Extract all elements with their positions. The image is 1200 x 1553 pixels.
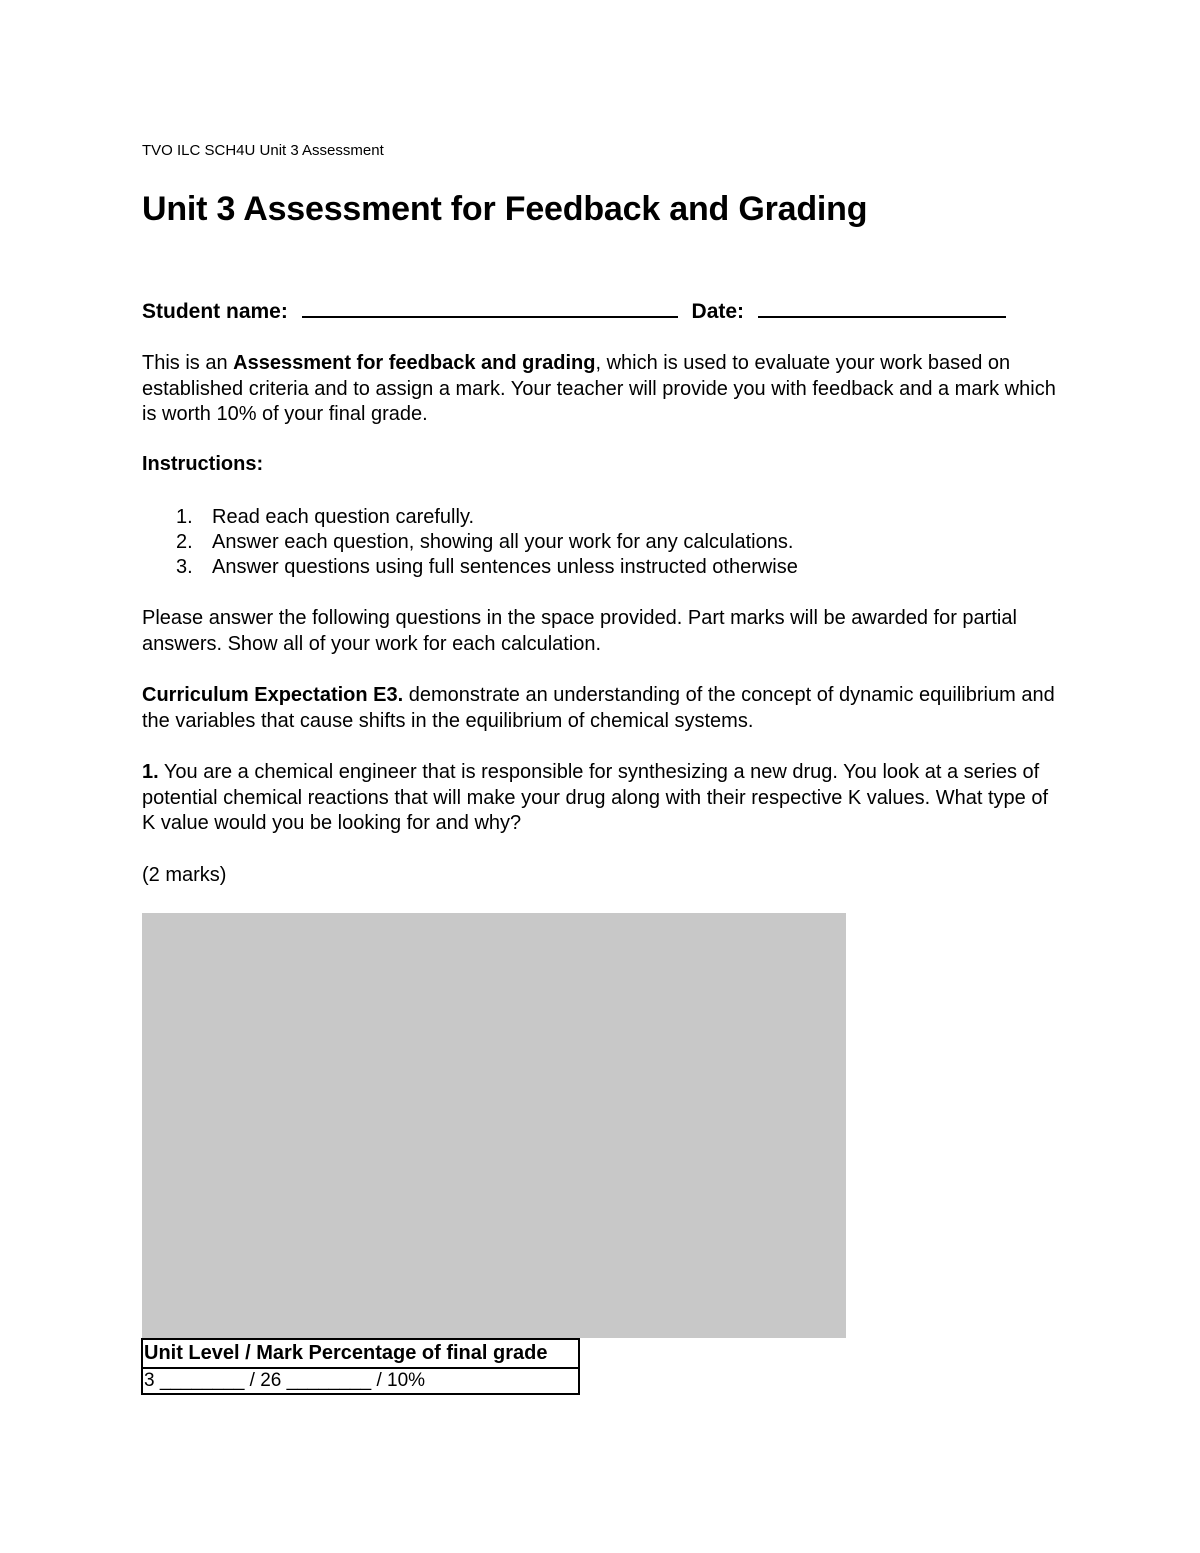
- intro-bold-text: Assessment for feedback and grading: [233, 352, 596, 374]
- list-item-text: Answer questions using full sentences unless instructed otherwise: [212, 556, 798, 578]
- intro-paragraph: [142, 351, 1062, 428]
- grade-table-header: Unit Level / Mark Percentage of final grade: [142, 1339, 579, 1368]
- list-item-number: 1.: [176, 506, 193, 528]
- student-name-field[interactable]: [302, 296, 678, 318]
- intro-suffix: , which is used to evaluate your work based on established criteria and to assign a mark. Your teacher will provide you with feedback and a mark which is worth 10% of your final grade.: [142, 352, 1056, 425]
- list-item-text: Answer each question, showing all your work for any calculations.: [212, 531, 794, 553]
- curriculum-expectation: [142, 683, 1062, 734]
- curriculum-text: demonstrate an understanding of the concept of dynamic equilibrium and the variables that cause shifts in the equilibrium of chemical systems.: [142, 684, 1055, 732]
- intro-prefix: This is an: [142, 352, 234, 374]
- student-info-line: [142, 296, 1006, 326]
- answer-instructions-paragraph: Please answer the following questions in the space provided. Part marks will be awarded for partial answers. Show all of your work for each calculation.: [142, 607, 1017, 655]
- question-text: You are a chemical engineer that is responsible for synthesizing a new drug. You look at a series of potential chemical reactions that will make your drug along with their respective K values. What type of K value would you be looking for and why?: [142, 761, 1048, 834]
- grade-table-row: 3 ________ / 26 ________ / 10%: [142, 1368, 579, 1394]
- date-field[interactable]: [758, 296, 1006, 318]
- curriculum-label: Curriculum Expectation E3.: [142, 684, 404, 706]
- grade-table: [141, 1338, 580, 1395]
- answer-box[interactable]: [142, 913, 846, 1338]
- question-number: 1.: [142, 761, 159, 783]
- list-item-number: 2.: [176, 531, 193, 553]
- instructions-list: [142, 505, 1042, 580]
- running-header: TVO ILC SCH4U Unit 3 Assessment: [142, 142, 384, 159]
- list-item-text: Read each question carefully.: [212, 506, 475, 528]
- student-name-label: Student name:: [142, 300, 288, 323]
- list-item-number: 3.: [176, 556, 193, 578]
- question-marks: (2 marks): [142, 864, 227, 886]
- page-title: Unit 3 Assessment for Feedback and Grading: [142, 190, 868, 228]
- question-1: [142, 760, 1062, 837]
- instructions-heading: Instructions:: [142, 453, 264, 475]
- date-label: Date:: [691, 300, 745, 323]
- list-item: [142, 555, 1042, 580]
- list-item: [142, 530, 1042, 555]
- list-item: [142, 505, 1042, 530]
